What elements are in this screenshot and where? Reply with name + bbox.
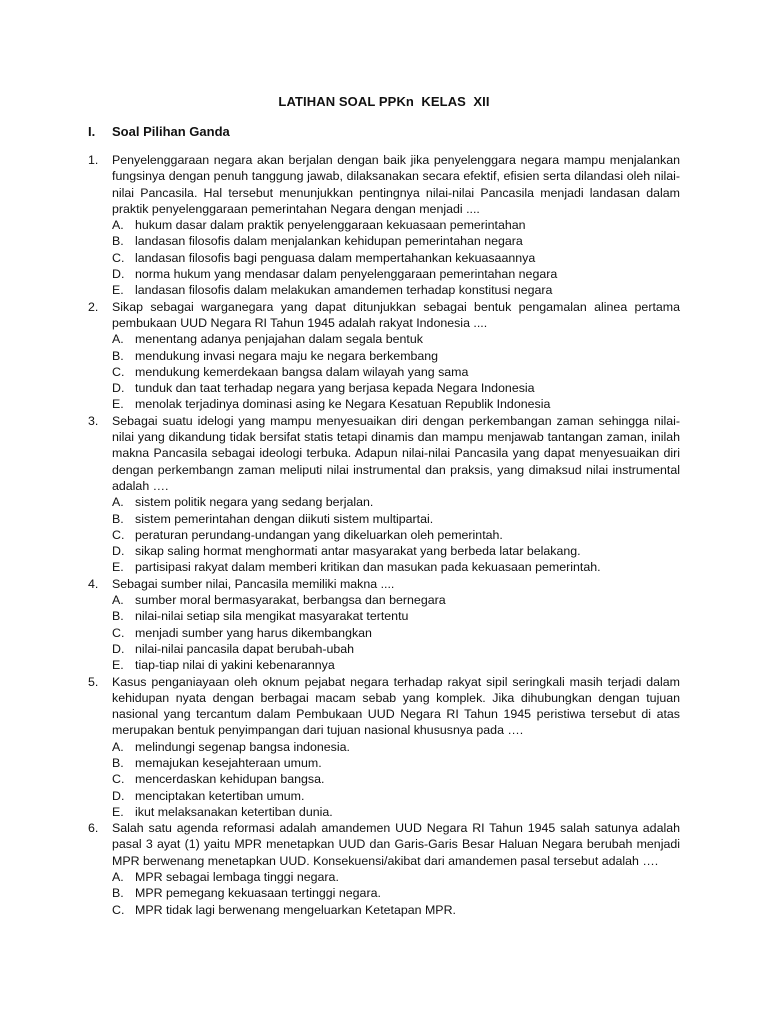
answer-option — [112, 494, 680, 510]
answer-option — [112, 608, 680, 624]
option-text: tiap-tiap nilai di yakini kebenarannya — [135, 658, 335, 673]
option-letter: C. — [112, 772, 125, 787]
question-number: 1. — [88, 153, 99, 167]
answer-option — [112, 592, 680, 608]
option-text: ikut melaksanakan ketertiban dunia. — [135, 804, 333, 819]
answer-option — [112, 869, 680, 885]
question-text: Penyelenggaraan negara akan berjalan dengan baik jika penyelenggara negara mampu menjalankan fungsinya dengan penuh tanggung jawab, dilaksanakan secara efektif, efisien serta dilandasi oleh nilai-nilai Pancasila. Hal tersebut menunjukkan pentingnya nilai-nilai Pancasila menjadi landasan dalam praktik penyelenggaraan pemerintahan Negara dengan menjadi .... — [112, 153, 680, 216]
option-text: menjadi sumber yang harus dikembangkan — [135, 625, 372, 640]
option-letter: B. — [112, 348, 124, 363]
answer-option — [112, 233, 680, 249]
answer-option — [112, 755, 680, 771]
question-text: Salah satu agenda reformasi adalah amandemen UUD Negara RI Tahun 1945 salah satunya adalah pasal 3 ayat (1) yaitu MPR menetapkan UUD dan Garis-Garis Besar Haluan Negara berubah menjadi MPR berwenang menetapkan UUD. Konsekuensi/akibat dari amandemen pasal tersebut adalah …. — [112, 821, 680, 868]
option-text: norma hukum yang mendasar dalam penyelenggaraan pemerintahan negara — [135, 267, 558, 282]
option-text: MPR tidak lagi berwenang mengeluarkan Ketetapan MPR. — [135, 902, 456, 917]
answer-option — [112, 348, 680, 364]
answer-option — [112, 559, 680, 575]
section-number: I. — [88, 124, 96, 139]
option-letter: A. — [112, 218, 124, 233]
option-text: nilai-nilai pancasila dapat berubah-ubah — [135, 641, 355, 656]
option-letter: E. — [112, 560, 124, 575]
answer-option — [112, 885, 680, 901]
option-letter: E. — [112, 397, 124, 412]
option-text: hukum dasar dalam praktik penyelenggaraan kekuasaan pemerintahan — [135, 218, 526, 233]
option-letter: A. — [112, 593, 124, 608]
option-letter: D. — [112, 641, 125, 656]
section-label: Soal Pilihan Ganda — [112, 124, 230, 139]
option-text: memajukan kesejahteraan umum. — [135, 755, 322, 770]
answer-option — [112, 396, 680, 412]
option-text: sistem pemerintahan dengan diikuti sistem multipartai. — [135, 511, 434, 526]
answer-option — [112, 331, 680, 347]
option-letter: D. — [112, 267, 125, 282]
option-text: menentang adanya penjajahan dalam segala bentuk — [135, 332, 423, 347]
question-item — [88, 576, 680, 674]
question-number: 4. — [88, 576, 99, 591]
option-letter: B. — [112, 609, 124, 624]
option-text: nilai-nilai setiap sila mengikat masyarakat tertentu — [135, 609, 409, 624]
answer-option — [112, 364, 680, 380]
option-letter: D. — [112, 381, 125, 396]
option-text: mencerdaskan kehidupan bangsa. — [135, 772, 325, 787]
option-text: sikap saling hormat menghormati antar masyarakat yang berbeda latar belakang. — [135, 544, 581, 559]
option-text: landasan filosofis dalam menjalankan kehidupan pemerintahan negara — [135, 234, 523, 249]
question-item — [88, 820, 680, 918]
option-text: melindungi segenap bangsa indonesia. — [135, 739, 350, 754]
answer-option — [112, 527, 680, 543]
section-heading — [88, 124, 230, 140]
question-text: Kasus penganiayaan oleh oknum pejabat negara terhadap rakyat sipil seringkali masih terjadi dalam kehidupan nyata dengan berbagai macam sebab yang komplek. Jika dihubungkan dengan tujuan nasional yang tercantum dalam Pembukaan UUD Negara RI Tahun 1945 peristiwa tersebut di atas merupakan bentuk penyimpangan dari tujuan nasional khususnya pada …. — [112, 674, 680, 738]
answer-option — [112, 543, 680, 559]
question-item — [88, 413, 680, 576]
question-number: 5. — [88, 674, 99, 689]
answer-option — [112, 217, 680, 233]
answer-option — [112, 788, 680, 804]
option-letter: D. — [112, 788, 125, 803]
option-letter: D. — [112, 544, 125, 559]
option-text: MPR sebagai lembaga tinggi negara. — [135, 870, 339, 885]
option-letter: A. — [112, 870, 124, 885]
answer-option — [112, 380, 680, 396]
option-letter: E. — [112, 658, 124, 673]
option-letter: C. — [112, 364, 125, 379]
answer-option — [112, 282, 680, 298]
answer-option — [112, 902, 680, 918]
answer-option — [112, 739, 680, 755]
answer-option — [112, 771, 680, 787]
option-letter: B. — [112, 234, 124, 249]
question-number: 2. — [88, 299, 99, 314]
option-letter: C. — [112, 250, 125, 265]
option-letter: A. — [112, 739, 124, 754]
answer-option — [112, 657, 680, 673]
option-text: mendukung invasi negara maju ke negara berkembang — [135, 348, 439, 363]
option-letter: C. — [112, 902, 125, 917]
question-number: 3. — [88, 413, 99, 428]
page-title: LATIHAN SOAL PPKn KELAS XII — [278, 94, 490, 109]
answer-option — [112, 266, 680, 282]
option-text: peraturan perundang-undangan yang dikeluarkan oleh pemerintah. — [135, 527, 503, 542]
question-number: 6. — [88, 821, 99, 836]
option-letter: B. — [112, 511, 124, 526]
option-letter: A. — [112, 495, 124, 510]
option-letter: B. — [112, 755, 124, 770]
option-text: menciptakan ketertiban umum. — [135, 788, 305, 803]
option-text: mendukung kemerdekaan bangsa dalam wilayah yang sama — [135, 364, 469, 379]
question-item — [88, 299, 680, 413]
answer-option — [112, 804, 680, 820]
answer-option — [112, 641, 680, 657]
option-text: tunduk dan taat terhadap negara yang berjasa kepada Negara Indonesia — [135, 381, 535, 396]
option-letter: E. — [112, 283, 124, 298]
question-text: Sebagai sumber nilai, Pancasila memiliki makna .... — [112, 576, 395, 591]
question-item — [88, 674, 680, 821]
answer-option — [112, 625, 680, 641]
option-text: menolak terjadinya dominasi asing ke Negara Kesatuan Republik Indonesia — [135, 397, 551, 412]
option-letter: C. — [112, 527, 125, 542]
answer-option — [112, 250, 680, 266]
answer-option — [112, 511, 680, 527]
question-list — [88, 152, 680, 918]
option-text: sistem politik negara yang sedang berjalan. — [135, 495, 374, 510]
option-text: landasan filosofis bagi penguasa dalam mempertahankan kekuasaannya — [135, 250, 536, 265]
option-letter: C. — [112, 625, 125, 640]
question-text: Sebagai suatu idelogi yang mampu menyesuaikan diri dengan perkembangan zaman sehingga nilai-nilai yang dikandung tidak bersifat statis tetapi dinamis dan mampu menjawab tantangan zaman, inilah makna Pancasila sebagai ideologi terbuka. Adapun nilai-nilai Pancasila yang dapat menyesuaikan diri dengan perkembangn zaman meliputi nilai instrumental dan praksis, yang dimaksud nilai instrumental adalah …. — [112, 413, 680, 493]
option-letter: B. — [112, 886, 124, 901]
option-text: landasan filosofis dalam melakukan amandemen terhadap konstitusi negara — [135, 283, 553, 298]
option-text: MPR pemegang kekuasaan tertinggi negara. — [135, 886, 381, 901]
question-text: Sikap sebagai warganegara yang dapat ditunjukkan sebagai bentuk pengamalan alinea pertama pembukaan UUD Negara RI Tahun 1945 adalah rakyat Indonesia .... — [112, 299, 680, 330]
option-text: partisipasi rakyat dalam memberi kritikan dan masukan pada kekuasaan pemerintah. — [135, 560, 601, 575]
option-letter: A. — [112, 332, 124, 347]
question-item — [88, 152, 680, 299]
option-letter: E. — [112, 804, 124, 819]
option-text: sumber moral bermasyarakat, berbangsa dan bernegara — [135, 593, 446, 608]
